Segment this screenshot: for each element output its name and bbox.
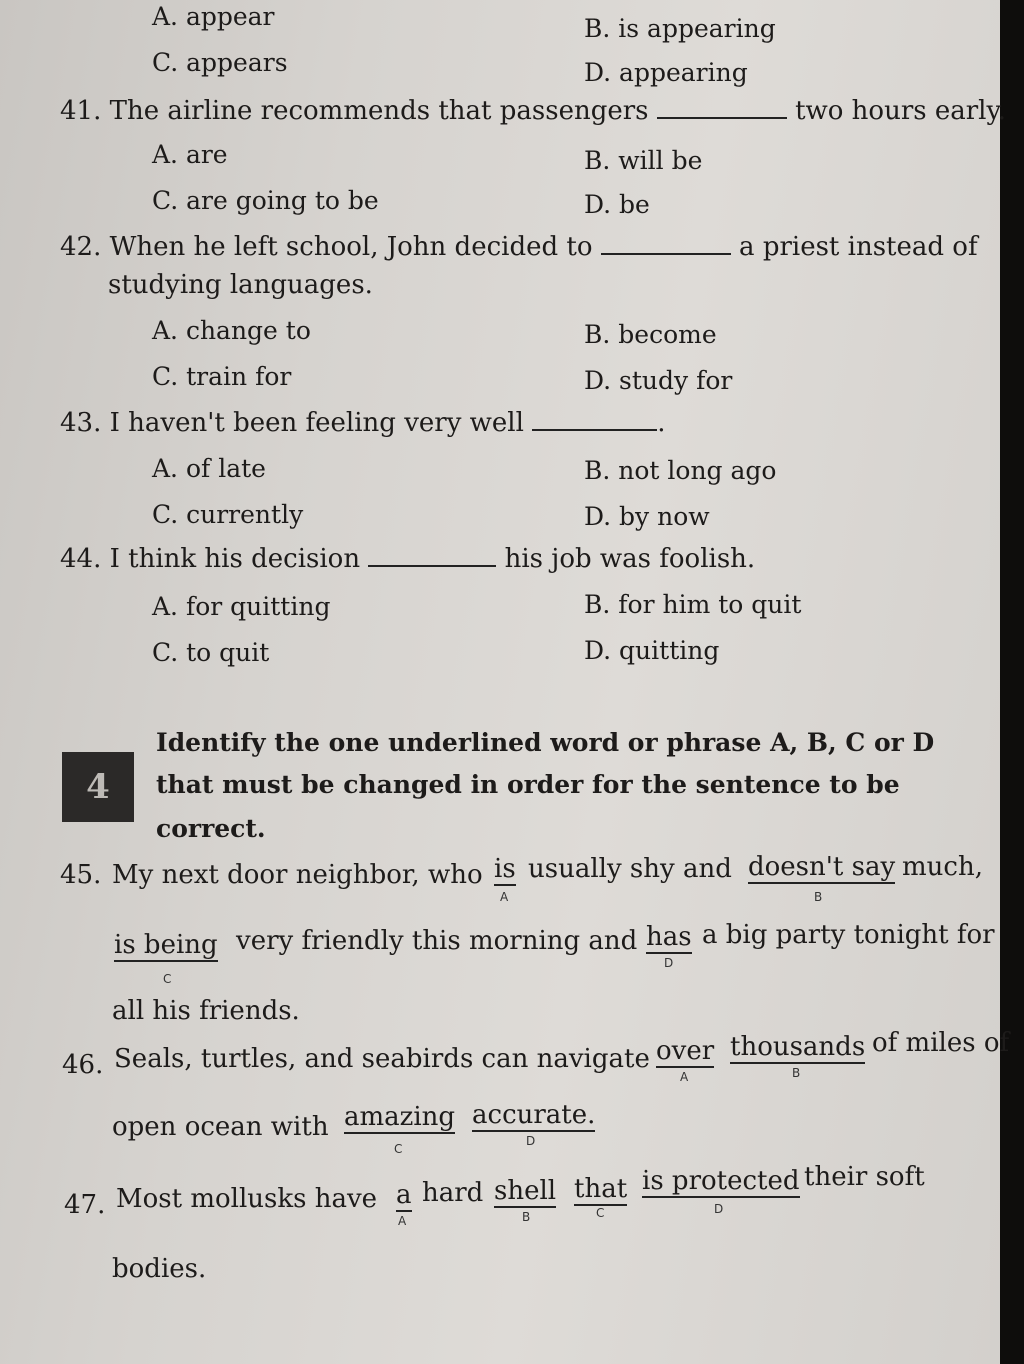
q46-letter-b: B	[792, 1066, 801, 1080]
q43-option-a: A. of late	[152, 454, 266, 483]
q43-stem	[60, 408, 665, 438]
q46-underline-d: accurate.	[472, 1100, 596, 1130]
q47-text-4: bodies.	[112, 1254, 207, 1284]
q42-blank	[601, 253, 731, 255]
q42-option-b: B. become	[584, 320, 717, 349]
q42-option-c: C. train for	[152, 362, 292, 391]
q47-text-1: Most mollusks have	[116, 1184, 378, 1214]
q44-stem	[60, 544, 755, 574]
q47-underline-c: that	[574, 1174, 628, 1204]
q46-letter-d: D	[526, 1134, 536, 1148]
q45-letter-c: C	[163, 972, 172, 986]
q42-text-before: When he left school, John decided to	[109, 232, 593, 262]
q40-option-d: D. appearing	[584, 58, 748, 87]
q41-text-after: two hours early.	[795, 96, 1006, 126]
q45-underline-a: is	[494, 854, 516, 884]
q41-option-c: C. are going to be	[152, 186, 379, 215]
q45-underline-b: doesn't say	[748, 852, 896, 882]
q44-blank	[368, 565, 496, 567]
q46-letter-c: C	[394, 1142, 403, 1156]
q45-number: 45.	[60, 860, 102, 890]
q41-stem	[60, 96, 1006, 126]
q47-text-2: hard	[422, 1178, 484, 1208]
q40-option-b: B. is appearing	[584, 14, 776, 43]
q47-number: 47.	[64, 1190, 106, 1220]
q44-text-before: I think his decision	[109, 544, 361, 574]
q46-underline-a: over	[656, 1036, 715, 1066]
q43-text-after: .	[657, 408, 666, 438]
q42-option-a: A. change to	[152, 316, 311, 345]
q43-number: 43.	[60, 408, 102, 438]
q45-text-2: usually shy and	[528, 854, 732, 884]
q46-number: 46.	[62, 1050, 104, 1080]
q44-text-after: his job was foolish.	[504, 544, 756, 574]
q45-underline-c: is being	[114, 930, 218, 960]
q43-option-c: C. currently	[152, 500, 304, 529]
q42-stem	[60, 232, 978, 262]
q44-number: 44.	[60, 544, 102, 574]
section-instruction-line3: correct.	[156, 814, 266, 843]
q47-letter-b: B	[522, 1210, 531, 1224]
q45-text-4: very friendly this morning and	[236, 926, 638, 956]
q46-text-2: of miles of	[872, 1028, 1010, 1058]
section-number-badge: 4	[62, 752, 134, 822]
q41-option-b: B. will be	[584, 146, 703, 175]
q47-underline-a: a	[396, 1180, 412, 1210]
q44-option-c: C. to quit	[152, 638, 270, 667]
q44-option-a: A. for quitting	[152, 592, 331, 621]
q43-option-d: D. by now	[584, 502, 710, 531]
q45-text-5: a big party tonight for	[702, 920, 995, 950]
q47-letter-c: C	[596, 1206, 605, 1220]
q45-letter-a: A	[500, 890, 509, 904]
q46-text-3: open ocean with	[112, 1112, 329, 1142]
q46-letter-a: A	[680, 1070, 689, 1084]
q47-letter-d: D	[714, 1202, 724, 1216]
q41-blank	[657, 117, 787, 119]
q44-option-d: D. quitting	[584, 636, 720, 665]
section-instruction-line2: that must be changed in order for the sentence to be	[156, 770, 900, 799]
q41-option-a: A. are	[152, 140, 228, 169]
q44-option-b: B. for him to quit	[584, 590, 802, 619]
q46-underline-c: amazing	[344, 1102, 456, 1132]
q42-option-d: D. study for	[584, 366, 733, 395]
q45-text-1: My next door neighbor, who	[112, 860, 483, 890]
q46-underline-b: thousands	[730, 1032, 866, 1062]
q41-option-d: D. be	[584, 190, 650, 219]
q42-number: 42.	[60, 232, 102, 262]
q43-option-b: B. not long ago	[584, 456, 777, 485]
q45-text-3: much,	[902, 852, 983, 882]
q47-letter-a: A	[398, 1214, 407, 1228]
q40-option-c: C. appears	[152, 48, 288, 77]
q47-underline-d: is protected	[642, 1166, 800, 1196]
q46-text-1: Seals, turtles, and seabirds can navigate	[114, 1044, 650, 1074]
q43-text-before: I haven't been feeling very well	[109, 408, 524, 438]
q41-number: 41.	[60, 96, 102, 126]
q45-letter-b: B	[814, 890, 823, 904]
q45-letter-d: D	[664, 956, 674, 970]
q45-text-6: all his friends.	[112, 996, 300, 1026]
section-instruction-line1: Identify the one underlined word or phrase A, B, C or D	[156, 728, 935, 757]
q47-text-3: their soft	[804, 1162, 925, 1192]
q45-underline-d: has	[646, 922, 692, 952]
q42-stem-line2: studying languages.	[108, 270, 373, 300]
q41-text-before: The airline recommends that passengers	[109, 96, 649, 126]
q43-blank	[532, 429, 657, 431]
q42-text-after: a priest instead of	[739, 232, 978, 262]
q40-option-a: A. appear	[152, 2, 275, 31]
q47-underline-b: shell	[494, 1176, 557, 1206]
